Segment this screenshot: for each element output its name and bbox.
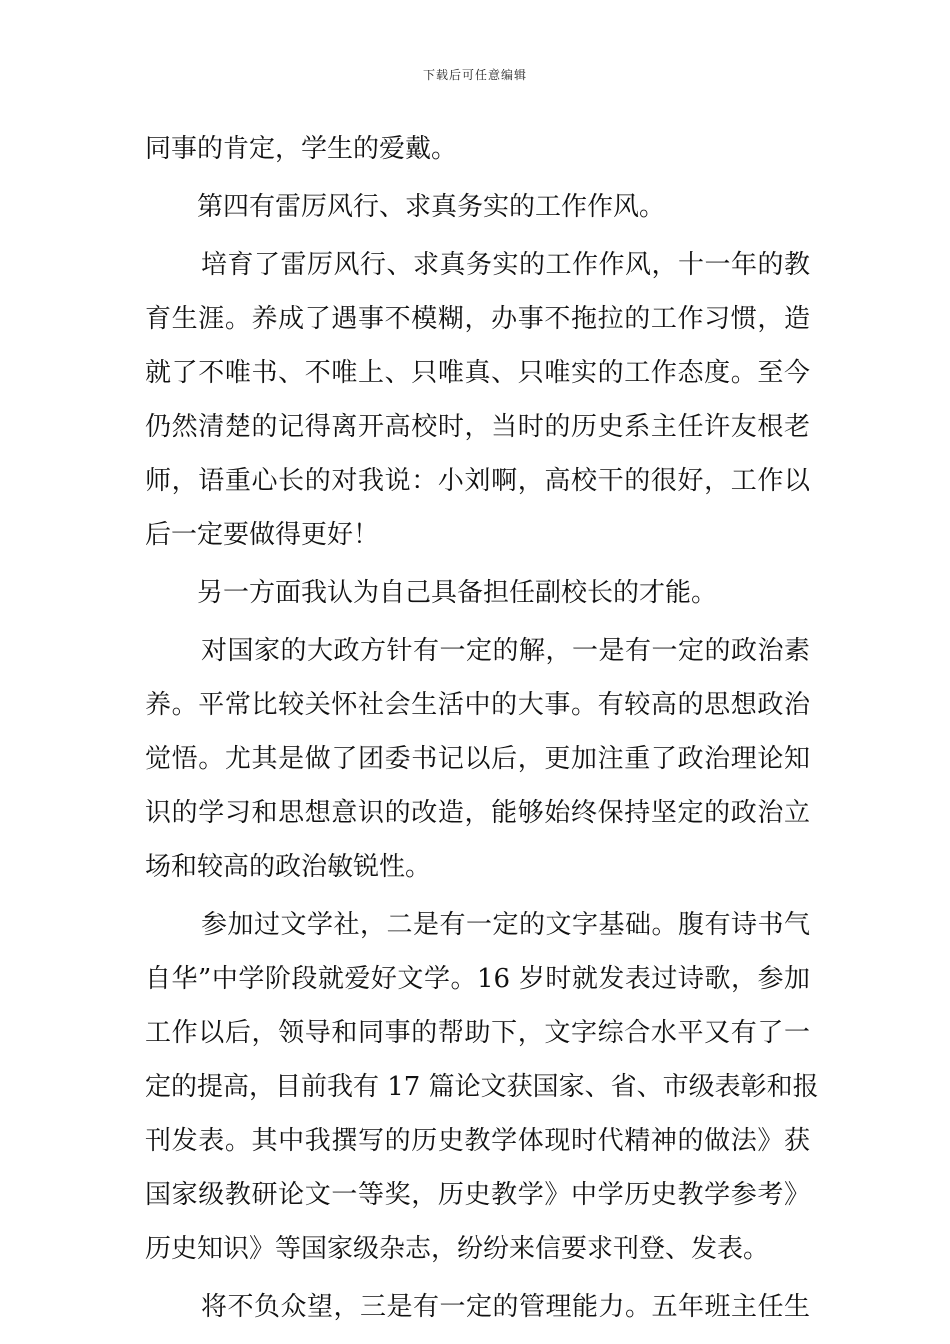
paragraph [145, 122, 810, 176]
text-line: 第四有雷厉风行、求真务实的工作作风。 [197, 192, 666, 222]
document-body [145, 122, 819, 1334]
text-line: 历史知识》等国家级杂志，纷纷来信要求刊登、发表。 [145, 1234, 770, 1264]
text-line: 场和较高的政治敏锐性。 [145, 852, 432, 882]
paragraph [145, 1280, 810, 1334]
header-note: 下载后可任意编辑 [422, 68, 527, 82]
text-line: 同事的肯定，学生的爱戴。 [145, 134, 458, 164]
text-line: 国家级教研论文一等奖，历史教学》中学历史教学参考》 [145, 1180, 810, 1210]
text-line: 觉悟。尤其是做了团委书记以后，更加注重了政治理论知 [145, 744, 810, 774]
text-line: 培育了雷厉风行、求真务实的工作作风，十一年的教 [201, 250, 810, 280]
text-line: 仍然清楚的记得离开高校时，当时的历史系主任许友根老 [145, 412, 810, 442]
paragraph-heading [145, 180, 810, 234]
paragraph [145, 898, 819, 1276]
text-line: 自华”中学阶段就爱好文学。16 岁时就发表过诗歌，参加 [145, 964, 810, 994]
text-line: 师，语重心长的对我说：小刘啊，高校干的很好，工作以 [145, 466, 810, 496]
paragraph [145, 624, 810, 894]
paragraph [145, 238, 810, 562]
text-line: 就了不唯书、不唯上、只唯真、只唯实的工作态度。至今 [145, 358, 810, 388]
text-line: 另一方面我认为自己具备担任副校长的才能。 [197, 578, 718, 608]
text-line: 识的学习和思想意识的改造，能够始终保持坚定的政治立 [145, 798, 810, 828]
paragraph-heading [145, 566, 810, 620]
text-line: 对国家的大政方针有一定的解，一是有一定的政治素 [201, 636, 810, 666]
text-line: 将不负众望，三是有一定的管理能力。五年班主任生 [201, 1292, 810, 1322]
text-line: 定的提高，目前我有 17 篇论文获国家、省、市级表彰和报 [145, 1072, 819, 1102]
text-line: 工作以后，领导和同事的帮助下，文字综合水平又有了一 [145, 1018, 810, 1048]
text-line: 刊发表。其中我撰写的历史教学体现时代精神的做法》获 [145, 1126, 810, 1156]
text-line: 育生涯。养成了遇事不模糊，办事不拖拉的工作习惯，造 [145, 304, 810, 334]
text-line: 参加过文学社，二是有一定的文字基础。腹有诗书气 [201, 910, 810, 940]
text-line: 养。平常比较关怀社会生活中的大事。有较高的思想政治 [145, 690, 810, 720]
text-line: 后一定要做得更好！ [145, 520, 380, 550]
